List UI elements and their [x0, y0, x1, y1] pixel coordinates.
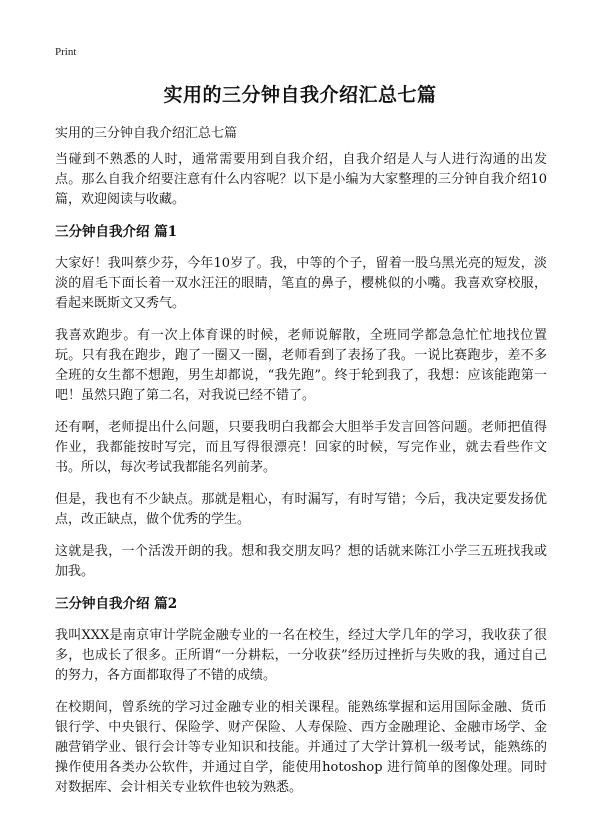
document-body [55, 150, 547, 810]
paragraph: 还有啊，老师提出什么问题，只要我明白我都会大胆举手发言回答问题。老师把值得作业，我都能按时写完，而且写得很漂亮！回家的时候，写完作业，就去看些作文书。所以，每次考试我都能名列前茅。 [55, 420, 547, 475]
paragraph: 大家好！我叫蔡少芬，今年10岁了。我，中等的个子，留着一股乌黑光亮的短发，淡淡的眉毛下面长着一双水汪汪的眼睛，笔直的鼻子，樱桃似的小嘴。我喜欢穿校服，看起来既斯文又秀气。 [55, 256, 547, 311]
intro-paragraph: 当碰到不熟悉的人时，通常需要用到自我介绍，自我介绍是人与人进行沟通的出发点。那么自我介绍要注意有什么内容呢？以下是小编为大家整理的三分钟自我介绍10篇，欢迎阅读与收藏。 [55, 152, 547, 207]
paragraph: 我叫XXX是南京审计学院金融专业的一名在校生，经过大学几年的学习，我收获了很多，也成长了很多。正所谓“一分耕耘，一分收获”经历过挫折与失败的我，通过自己的努力，各方面都取得了不错的成绩。 [55, 628, 547, 683]
section-heading: 三分钟自我介绍 篇2 [55, 596, 178, 612]
document-subtitle: 实用的三分钟自我介绍汇总七篇 [55, 126, 238, 141]
paragraph: 这就是我，一个活泼开朗的我。想和我交朋友吗？想的话就来陈江小学三五班找我或加我。 [55, 544, 547, 579]
paragraph: 我喜欢跑步。有一次上体育课的时候，老师说解散，全班同学都急急忙忙地找位置玩。只有我在跑步，跑了一圈又一圈，老师看到了表扬了我。一说比赛跑步，差不多全班的女生都不想跑，男生却都说，“我先跑”。终于轮到我了，我想：应该能跑第一吧！虽然只跑了第二名，对我说已经不错了。 [55, 328, 547, 403]
section-heading: 三分钟自我介绍 篇1 [55, 224, 178, 240]
print-label[interactable]: Print [55, 46, 77, 58]
paragraph: 但是，我也有不少缺点。那就是粗心，有时漏写，有时写错；今后，我决定要发扬优点，改正缺点，做个优秀的学生。 [55, 492, 547, 527]
page-title: 实用的三分钟自我介绍汇总七篇 [163, 84, 437, 106]
paragraph: 在校期间，曾系统的学习过金融专业的相关课程。能熟练掌握和运用国际金融、货币银行学、中央银行、保险学、财产保险、人寿保险、西方金融理论、金融市场学、金融营销学业、银行会计等专业知识和技能。并通过了大学计算机一级考试，能熟练的操作使用各类办公软件，并通过自学，能使用hotoshop 进行简单的图像处理。同时对数据库、会计相关专业软件也较为熟悉。 [55, 700, 547, 795]
